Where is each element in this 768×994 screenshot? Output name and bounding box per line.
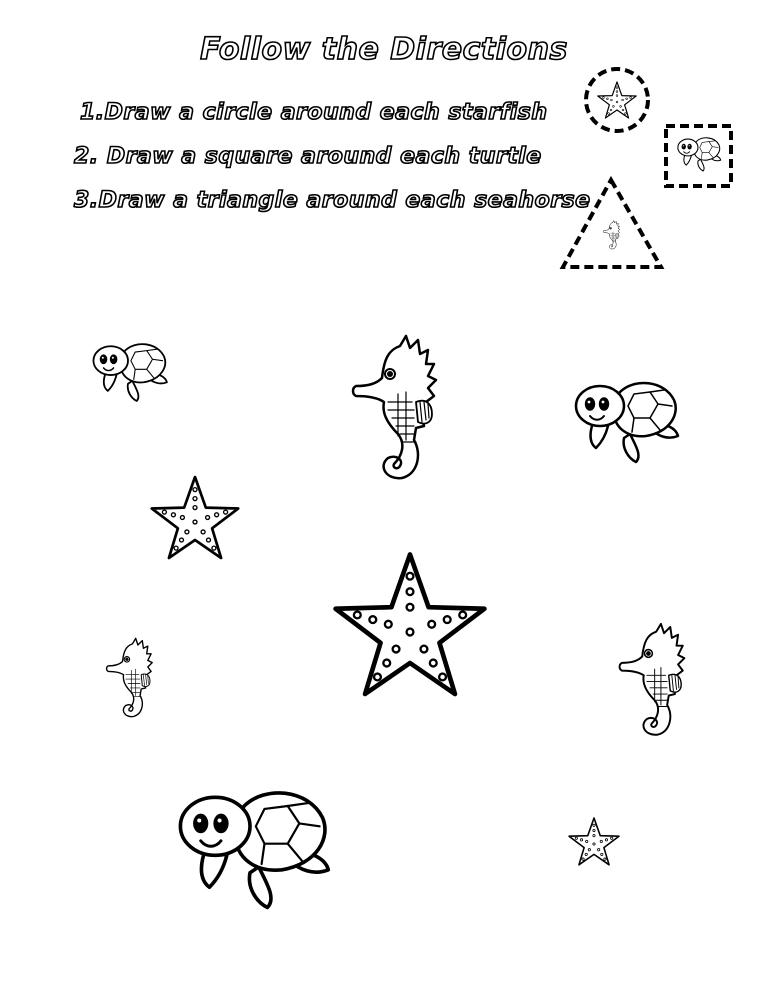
legend-square [666, 126, 731, 186]
turtle-large-icon [180, 793, 328, 908]
turtle-small-icon [93, 344, 166, 401]
starfish-small-icon [569, 818, 619, 865]
turtle-medium-icon [576, 383, 678, 462]
legend-turtle-icon [678, 138, 721, 171]
direction-3: 3.Draw a triangle around each seahorse [74, 188, 591, 213]
seahorse-right-icon [620, 624, 685, 735]
direction-2: 2. Draw a square around each turtle [74, 144, 542, 169]
legend-triangle [563, 180, 661, 267]
seahorse-large-icon [353, 336, 436, 478]
seahorse-small-icon [107, 638, 153, 716]
legend-starfish-icon [598, 82, 636, 118]
starfish-medium-icon [152, 477, 238, 558]
legend-circle [586, 69, 648, 131]
worksheet-title: Follow the Directions [200, 32, 568, 67]
direction-1: 1.Draw a circle around each starfish [80, 100, 548, 125]
starfish-large-icon [336, 555, 485, 695]
legend-seahorse-icon [603, 221, 620, 249]
